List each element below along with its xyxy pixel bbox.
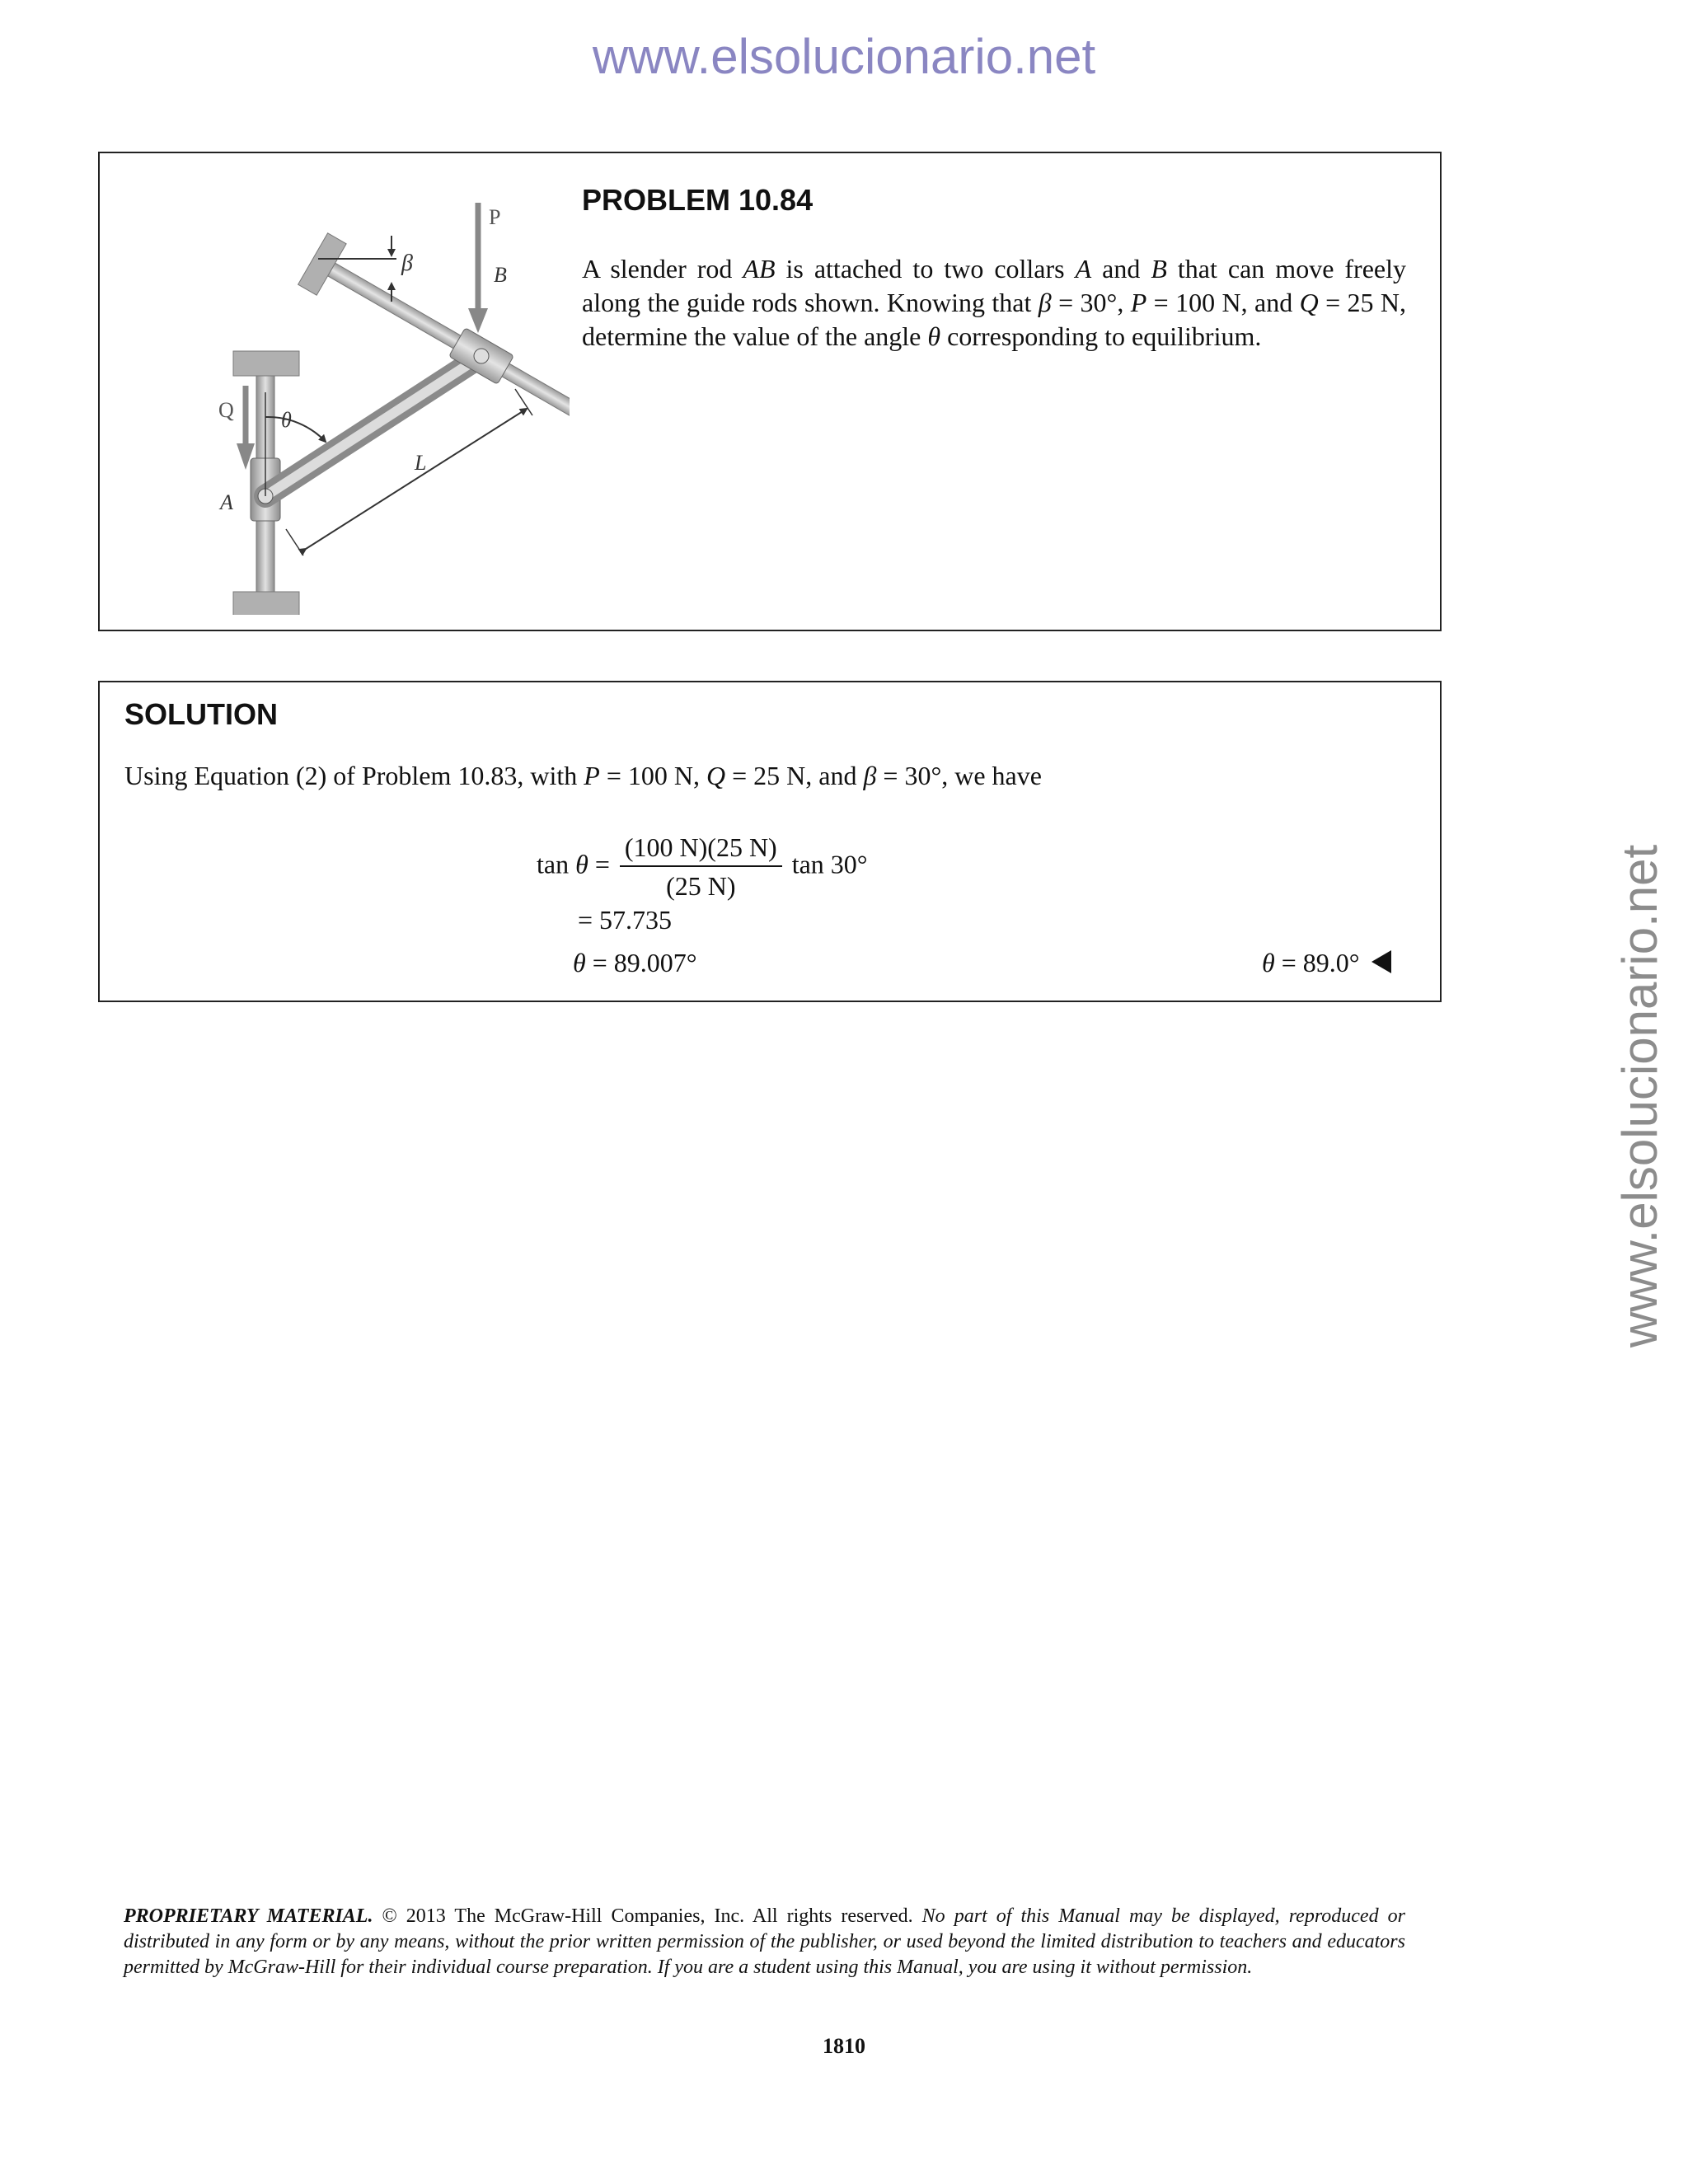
mechanism-figure: [108, 170, 570, 615]
watermark-side: www.elsolucionario.net: [1612, 844, 1667, 1348]
proprietary-notice: PROPRIETARY MATERIAL. © 2013 The McGraw-Hill Companies, Inc. All rights reserved. No part of this Manual may be displayed, reproduced or distributed in any form or by any means, without the prior written permission of the publisher, or used beyond the limited distribution to teachers and educators permitted by McGraw-Hill for their individual course preparation. If you are a student using this Manual, you are using it without permission.: [124, 1905, 1405, 1978]
label-theta: θ: [281, 408, 292, 432]
fraction-numerator: (100 N)(25 N): [620, 829, 782, 867]
problem-statement: A slender rod AB is attached to two collars A and B that can move freely along the guide rods shown. Knowing that β = 30°, P = 100 N, and Q = 25 N, determine the value of the angle θ corresponding to equilibrium.: [582, 254, 1407, 351]
label-a: A: [220, 490, 233, 514]
solution-box: [98, 681, 1442, 1002]
label-beta: β: [401, 251, 413, 276]
label-p: P: [489, 205, 501, 229]
page-number: 1810: [823, 2034, 865, 2058]
equation-value: = 57.735: [578, 905, 673, 935]
watermark-top: www.elsolucionario.net: [592, 29, 1096, 84]
equation-theta: θ = 89.007°: [573, 948, 697, 977]
solution-title: SOLUTION: [124, 697, 278, 731]
problem-title: PROBLEM 10.84: [582, 183, 814, 217]
top-mount: [233, 351, 299, 376]
label-l: L: [415, 451, 427, 475]
fraction-denominator: (25 N): [666, 871, 736, 901]
fraction: [620, 829, 782, 905]
equation-tan-theta: tan θ = $\frac{(100 N)(25 N)}{(25 N)}$ tan 30°: [537, 829, 868, 905]
solution-intro: Using Equation (2) of Problem 10.83, with P = 100 N, Q = 25 N, and β = 30°, we have: [124, 761, 1042, 790]
bottom-mount: [233, 592, 299, 615]
answer-marker-icon: [1372, 950, 1391, 973]
final-answer: θ = 89.0°: [1262, 948, 1391, 978]
label-b: B: [494, 263, 507, 287]
problem-box: [98, 152, 1442, 631]
pin-b: [474, 349, 489, 363]
label-q: Q: [218, 398, 234, 422]
